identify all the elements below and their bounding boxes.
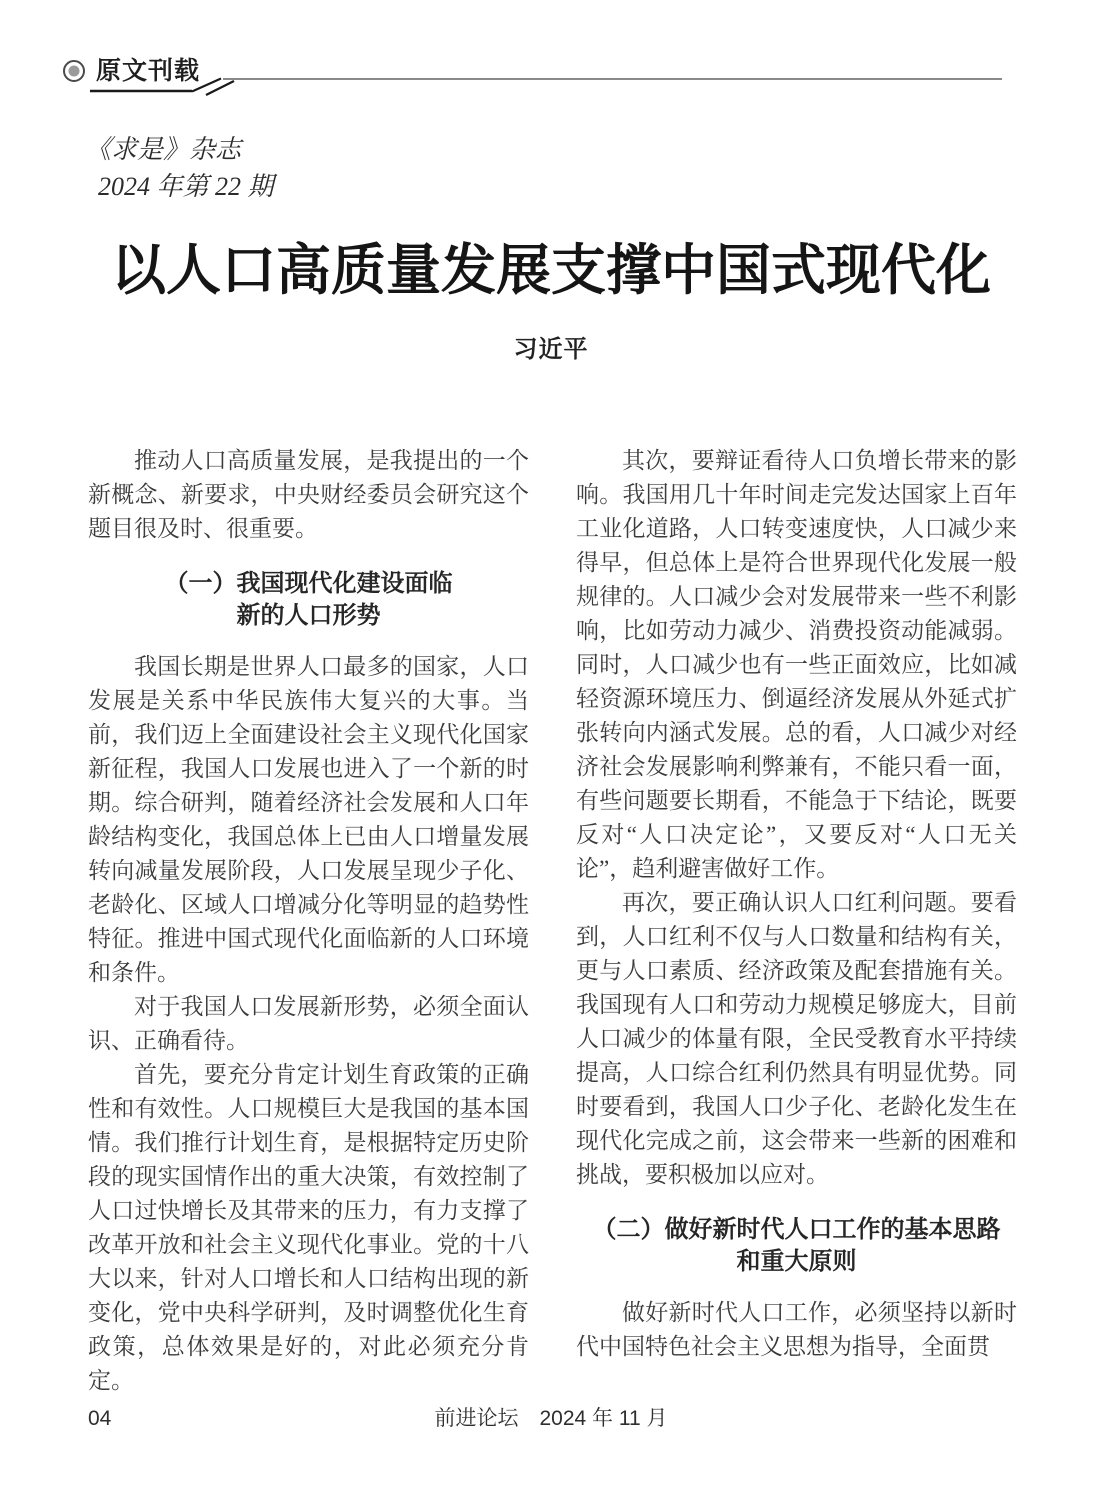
paragraph: 首先，要充分肯定计划生育政策的正确性和有效性。人口规模巨大是我国的基本国情。我们推行计划生育，是根据特定历史阶段的现实国情作出的重大决策，有效控制了人口过快增长及其带来的压力，有力支撑了改革开放和社会主义现代化事业。党的十八大以来，针对人口增长和人口结构出现的新变化，党中央科学研判，及时调整优化生育政策，总体效果是好的，对此必须充分肯定。 xyxy=(88,1062,529,1393)
footer-center xyxy=(0,1406,1102,1432)
section-heading-line: 新的人口形势 xyxy=(236,602,381,629)
section-heading-line: （一）我国现代化建设面临 xyxy=(164,570,453,597)
article-author: 习近平 xyxy=(513,336,589,363)
section-heading-1 xyxy=(88,568,529,632)
footer-journal-name: 前进论坛 xyxy=(434,1407,519,1430)
paragraph: 其次，要辩证看待人口负增长带来的影响。我国用几十年时间走完发达国家上百年工业化道路，人口转变速度快，人口减少来得早，但总体上是符合世界现代化发展一般规律的。人口减少会对发展带来一些不利影响，比如劳动力减少、消费投资动能减弱。同时，人口减少也有一些正面效应，比如减轻资源环境压力、倒逼经济发展从外延式扩张转向内涵式发展。总的看，人口减少对经济社会发展影响利弊兼有，不能只看一面，有些问题要长期看，不能急于下结论，既要反对“人口决定论”，又要反对“人口无关论”，趋利避害做好工作。 xyxy=(576,448,1017,881)
paragraph: 对于我国人口发展新形势，必须全面认识、正确看待。 xyxy=(88,994,529,1053)
section-heading-line: （二）做好新时代人口工作的基本思路 xyxy=(592,1216,1001,1243)
target-ring-icon xyxy=(64,61,84,81)
text-column-left xyxy=(88,444,529,1398)
source-block xyxy=(85,131,274,205)
decorative-rule-lines xyxy=(90,79,1002,96)
section-heading-line: 和重大原则 xyxy=(736,1248,857,1275)
column-badge-label: 原文刊载 xyxy=(96,58,201,85)
paragraph: 做好新时代人口工作，必须坚持以新时代中国特色社会主义思想为指导，全面贯 xyxy=(576,1300,1017,1359)
source-issue: 2024 年第 22 期 xyxy=(98,172,274,201)
footer-date: 2024 年 11 月 xyxy=(539,1407,668,1430)
article-title: 以人口高质量发展支撑中国式现代化 xyxy=(110,239,991,301)
text-column-right xyxy=(576,444,1017,1364)
source-magazine-name: 《求是》杂志 xyxy=(85,135,242,164)
page-number: 04 xyxy=(88,1407,112,1430)
paragraph: 我国长期是世界人口最多的国家，人口发展是关系中华民族伟大复兴的大事。当前，我们迈上全面建设社会主义现代化国家新征程，我国人口发展也进入了一个新的时期。综合研判，随着经济社会发展和人口年龄结构变化，我国总体上已由人口增量发展转向减量发展阶段，人口发展呈现少子化、老龄化、区域人口增减分化等明显的趋势性特征。推进中国式现代化面临新的人口环境和条件。 xyxy=(88,654,529,985)
paragraph: 再次，要正确认识人口红利问题。要看到，人口红利不仅与人口数量和结构有关，更与人口素质、经济政策及配套措施有关。我国现有人口和劳动力规模足够庞大，目前人口减少的体量有限，全民受教育水平持续提高，人口综合红利仍然具有明显优势。同时要看到，我国人口少子化、老龄化发生在现代化完成之前，这会带来一些新的困难和挑战，要积极加以应对。 xyxy=(576,890,1017,1187)
paragraph: 推动人口高质量发展，是我提出的一个新概念、新要求，中央财经委员会研究这个题目很及时、很重要。 xyxy=(88,448,529,541)
section-heading-2 xyxy=(576,1214,1017,1278)
